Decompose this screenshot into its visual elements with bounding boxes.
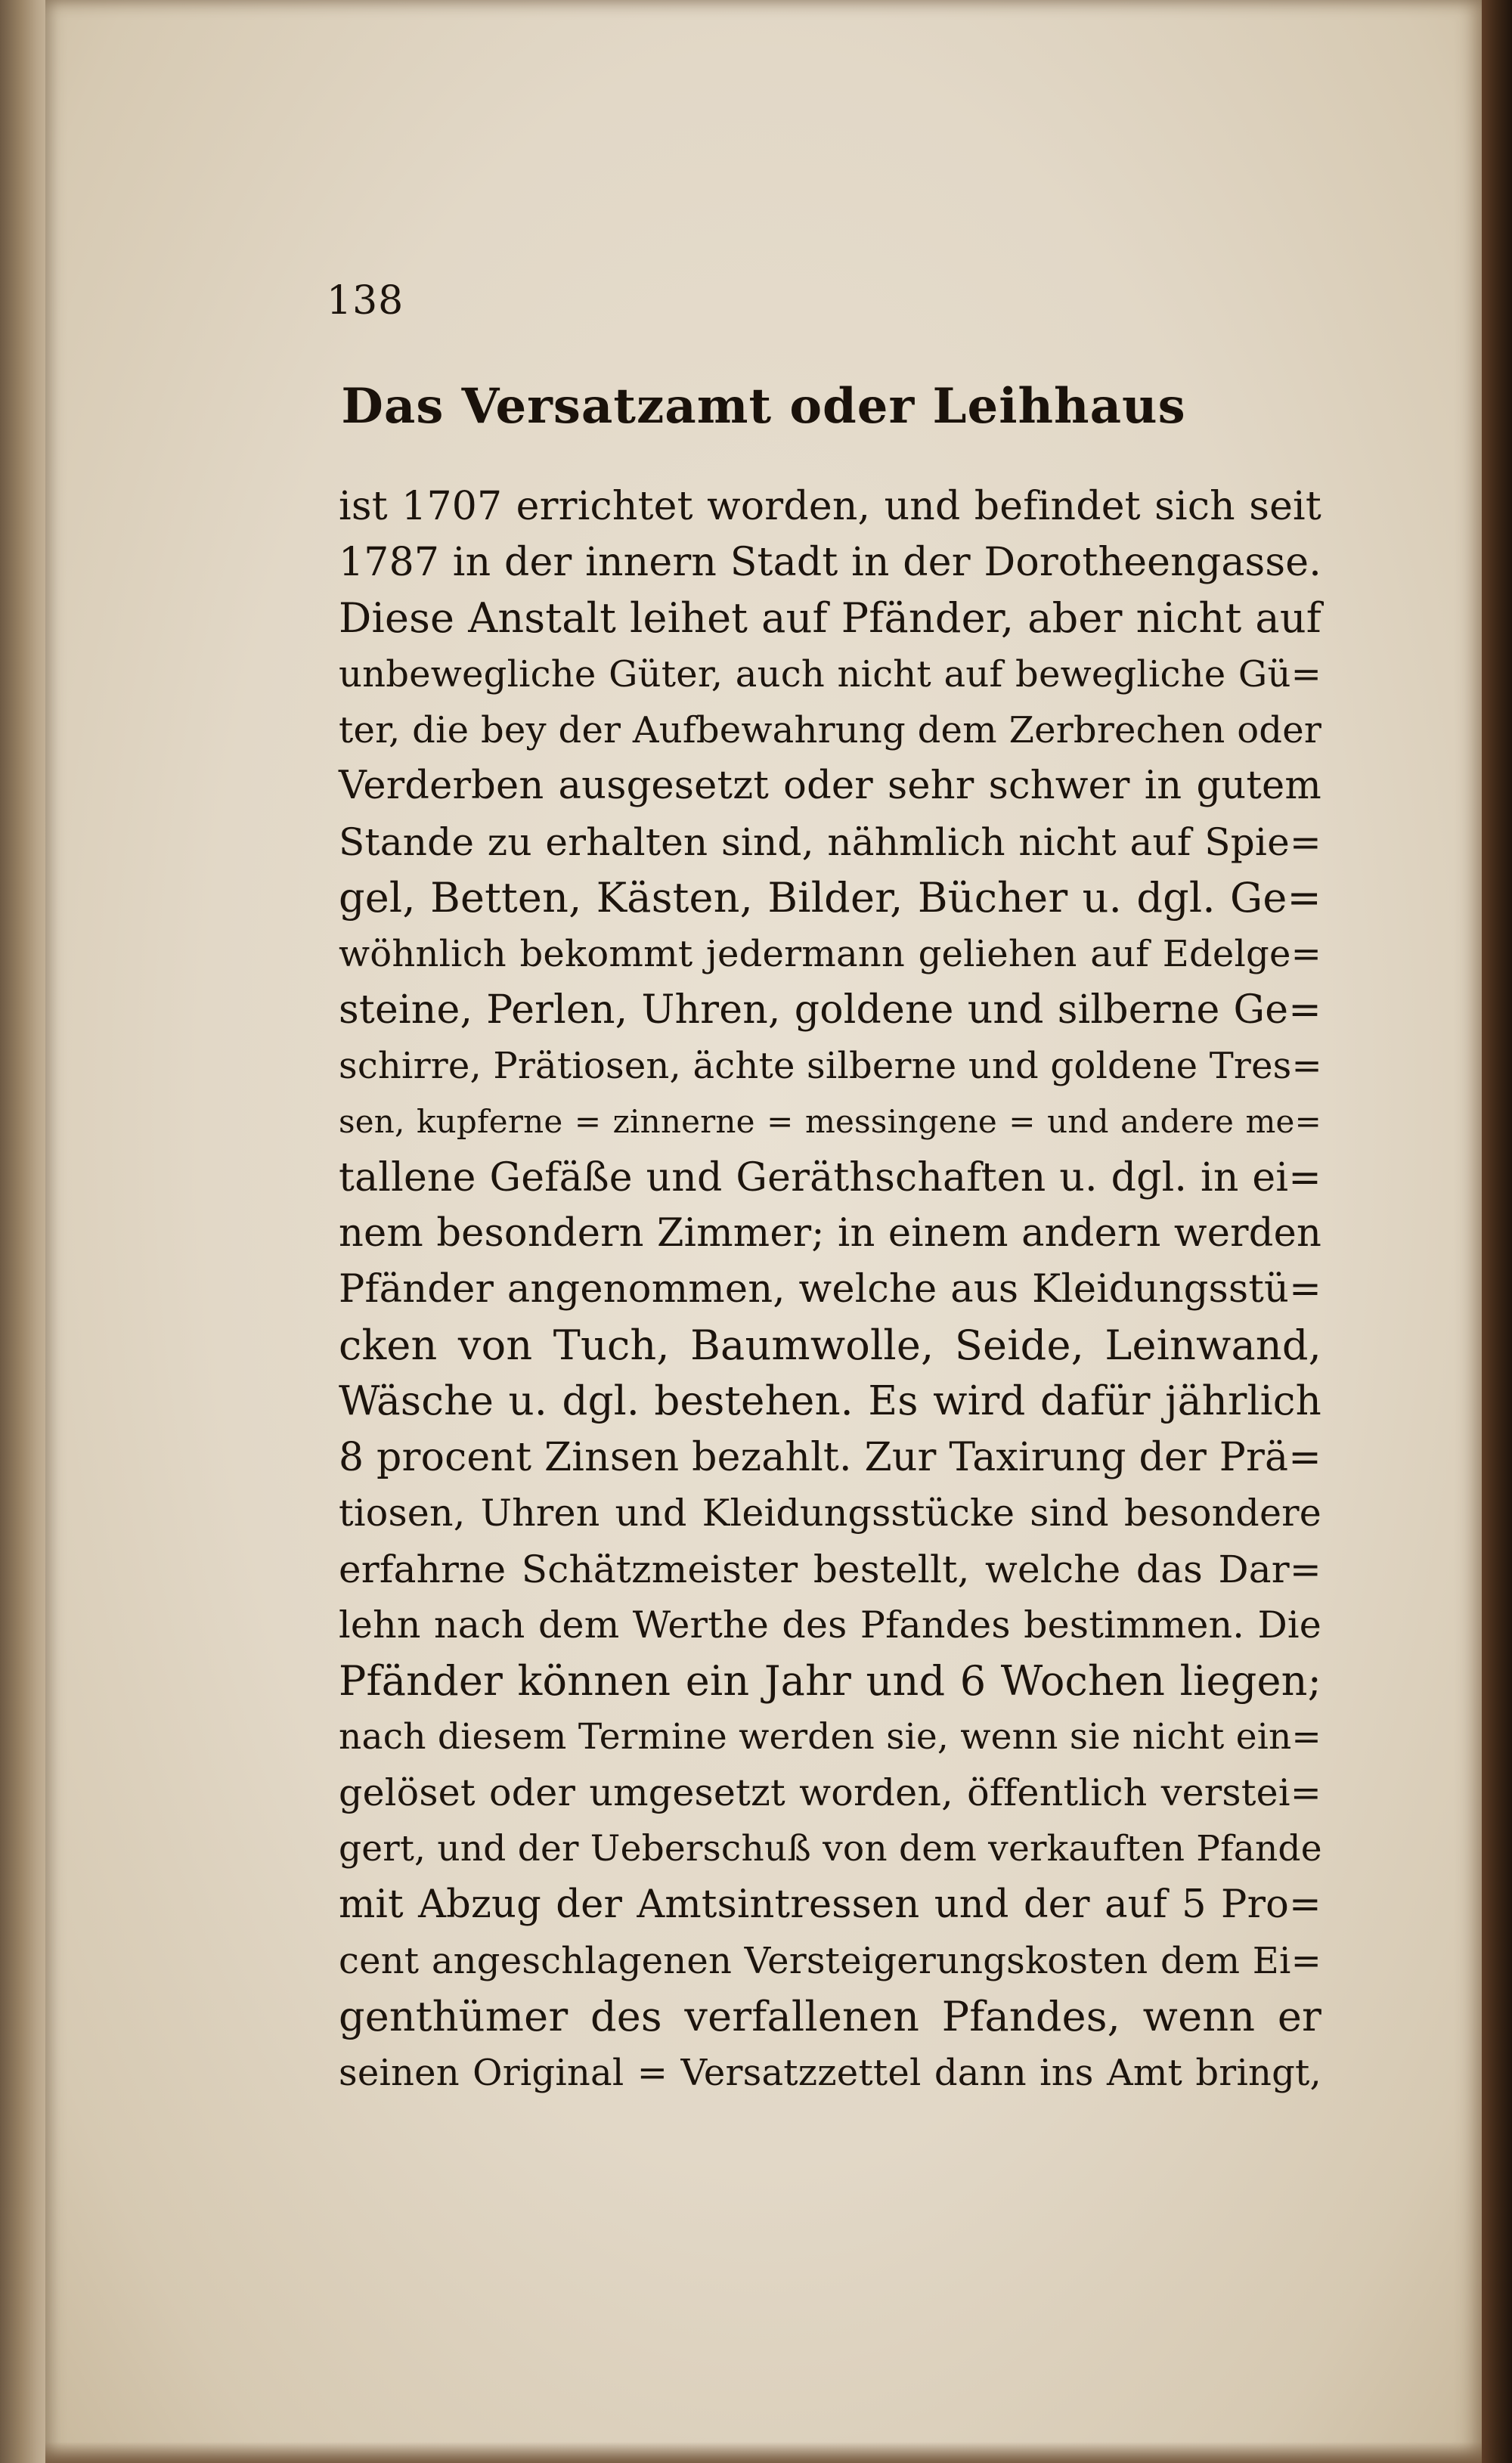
page-bottom-edge bbox=[45, 2442, 1482, 2463]
page-number: 138 bbox=[327, 278, 404, 324]
text-line: Pfänder können ein Jahr und 6 Wochen liegen; bbox=[339, 1657, 1321, 1705]
text-line: 8 procent Zinsen bezahlt. Zur Taxirung der Prä= bbox=[339, 1435, 1321, 1480]
section-heading: Das Versatzamt oder Leihhaus bbox=[341, 378, 1186, 435]
text-line: cken von Tuch, Baumwolle, Seide, Leinwand, bbox=[339, 1321, 1321, 1369]
text-line: lehn nach dem Werthe des Pfandes bestimmen. Die bbox=[339, 1603, 1321, 1647]
text-line: Pfänder angenommen, welche aus Kleidungsstü= bbox=[339, 1267, 1321, 1312]
text-line: ter, die bey der Aufbewahrung dem Zerbrechen oder bbox=[339, 709, 1321, 751]
text-line: Wäsche u. dgl. bestehen. Es wird dafür jährlich bbox=[339, 1378, 1321, 1424]
text-line: steine, Perlen, Uhren, goldene und silberne Ge= bbox=[339, 987, 1321, 1033]
text-line: gelöset oder umgesetzt worden, öffentlich verstei= bbox=[339, 1771, 1321, 1814]
text-line: tiosen, Uhren und Kleidungsstücke sind besondere bbox=[339, 1492, 1321, 1535]
text-line: cent angeschlagenen Versteigerungskosten dem Ei= bbox=[339, 1940, 1321, 1982]
text-line: Stande zu erhalten sind, nähmlich nicht auf Spie= bbox=[339, 820, 1321, 864]
text-line: wöhnlich bekommt jedermann geliehen auf Edelge= bbox=[339, 933, 1321, 975]
text-line: nach diesem Termine werden sie, wenn sie nicht ein= bbox=[339, 1716, 1321, 1758]
text-line: Diese Anstalt leihet auf Pfänder, aber nicht auf bbox=[339, 594, 1321, 642]
text-line: schirre, Prätiosen, ächte silberne und goldene Tres= bbox=[339, 1045, 1322, 1087]
text-line: unbewegliche Güter, auch nicht auf bewegliche Gü= bbox=[339, 653, 1321, 696]
text-line: Verderben ausgesetzt oder sehr schwer in gutem bbox=[339, 764, 1321, 808]
text-line: nem besondern Zimmer; in einem andern werden bbox=[339, 1211, 1321, 1256]
text-line: sen, kupferne = zinnerne = messingene = und andere me= bbox=[339, 1103, 1321, 1140]
text-line: ist 1707 errichtet worden, und befindet sich seit bbox=[339, 484, 1321, 529]
text-line: gel, Betten, Kästen, Bilder, Bücher u. dgl. Ge= bbox=[339, 874, 1321, 922]
text-line: 1787 in der innern Stadt in der Dorotheengasse. bbox=[339, 540, 1321, 585]
text-line: erfahrne Schätzmeister bestellt, welche das Dar= bbox=[339, 1548, 1321, 1591]
text-line: seinen Original = Versatzzettel dann ins Amt bringt, bbox=[339, 2052, 1321, 2094]
text-line: tallene Gefäße und Geräthschaften u. dgl. in ei= bbox=[339, 1155, 1321, 1201]
text-line: genthümer des verfallenen Pfandes, wenn er bbox=[339, 1993, 1321, 2040]
page-edge bbox=[1482, 0, 1512, 2463]
text-line: mit Abzug der Amtsintressen und der auf 5 Pro= bbox=[339, 1882, 1321, 1927]
text-line: gert, und der Ueberschuß von dem verkauften Pfande bbox=[339, 1828, 1322, 1870]
